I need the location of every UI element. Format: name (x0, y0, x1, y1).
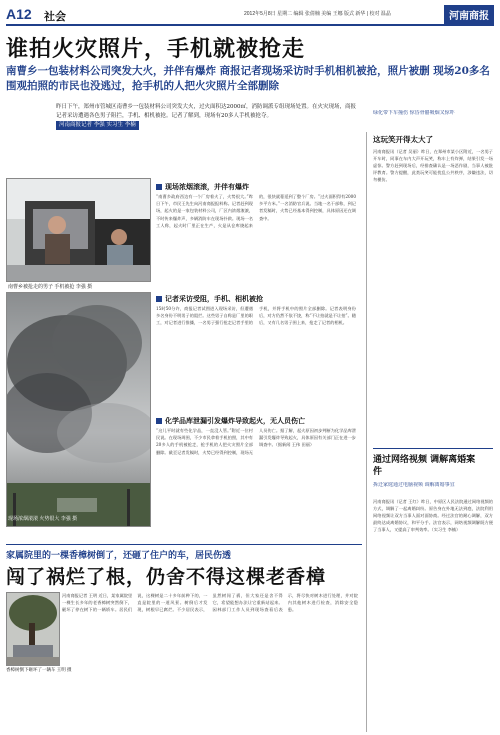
sidebar-story2-sub: 拆迁家庭通过电脑视频 调解离婚事宜 (373, 482, 455, 488)
section1-text: “南曹乡政府西边有一个厂房着火了，火势很大。”昨日下午，市民王先生向河南商报报料称。记者赶到现场，起火的是一家包装材料公司，厂区内浓烟滚滚，不时传来爆炸声，多辆消防车在现场扑救。现场一名工人称，起火时厂里正在生产，火是从仓库烧起来的，很快就蔓延到了整个厂房。“过火面积得有2000多平方米。”一名消防官兵说。当地一名干部称，到记者发稿时，火势已经基本得到控制，具体原因还在调查中。 (156, 194, 356, 228)
sidebar-teaser: 绿化带下车撞伤 惊昏骨骼吸烟又惊吓 (373, 110, 455, 116)
story3-text: 河南商报记者 王明 近日，某家属院里一棵生长多年的老香樟树突然倒下，砸坏了停在树下的一辆轿车。居民们说，这棵树是二十多年前种下的，一直是院里的一道风景。树倒后才发现，树根早已腐烂。不少居民表示，虽然树闯了祸，但大家还是舍不得它，希望能想办法让它重新站起来。园林部门工作人员到现场查看后表示，将尽快对树木进行处理，并对院内其他树木进行检查，消除安全隐患。 (62, 593, 358, 613)
section3-title (156, 416, 305, 426)
sidebar-story1-title: 这玩笑开得太大了 (373, 135, 433, 144)
sidebar-column (366, 110, 495, 732)
section3-title-text: 化学品库泄漏引发爆炸导致起火，无人员伤亡 (165, 416, 305, 425)
tree-photo (6, 592, 60, 666)
section1-title (156, 182, 249, 192)
car-photo-caption: 南曹乡被抢走的男子 手机被抢 李强 摄 (8, 284, 93, 290)
tree-photo-caption: 香樟树倒下砸坏了一辆车 王明 摄 (6, 667, 72, 672)
sidebar-story2-text: 河南商报讯（记者 王红）昨日，中原区人民法院通过网络视频的方式，调解了一起离婚纠纷。原告身在外地无法到庭，法院利用网络视频让双方当事人面对面协商。经过法官的耐心调解，双方最终达成离婚协议，和平分手。法官表示，网络视频调解既方便了当事人，又提高了审判效率。（实习生 李楠） (373, 499, 493, 532)
byline: 河南商报记者 李强 实习生 李楠 (56, 121, 139, 130)
car-photo-image (7, 179, 150, 281)
car-photo (6, 178, 151, 282)
smoke-photo (6, 292, 151, 527)
section-name: 社会 (44, 11, 66, 23)
page-number: A12 (6, 6, 32, 22)
sidebar-story1-text: 河南商报讯（记者 吴丽）昨日，在郑州市某小区附近，一名男子开车时，同事在车内大声开玩笑，称车上有炸弹，结果引发一场虚惊。警方赶到现场后，经排查确认是一场恶作剧，当事人被批评教育。警方提醒，此类玩笑可能扰乱公共秩序，涉嫌违法，切勿模仿。 (373, 149, 493, 182)
section1-title-text: 现场浓烟滚滚，并伴有爆炸 (165, 182, 249, 191)
smoke-photo-image (7, 293, 150, 526)
square-bullet-icon (156, 418, 162, 424)
tree-photo-image (7, 593, 59, 665)
sidebar-divider (373, 448, 493, 449)
section2-title (156, 294, 263, 304)
section2-text: 15时50分许，商报记者试图进入现场采访，但遭遇多名身份不明男子的阻拦。这些男子自称是厂里的职工，对记者进行推搡，一名男子强行抢走记者手里的手机，并将手机中的照片全部删除。记者表明身份后，对方仍然不依不饶，称“不让拍就是不让拍”。随后，又有几名男子围上来，抢走了记者的相机。 (156, 306, 356, 326)
header-info: 2012年5月8日 星期二 编辑 张倩楠 美编 王娜 版式 新华 | 校对 温晶 (244, 11, 391, 17)
story3-top-rule (6, 544, 362, 545)
main-headline: 谁拍火灾照片，手机就被抢走 (6, 36, 306, 62)
newspaper-brand: 河南商报 (444, 5, 494, 24)
square-bullet-icon (156, 184, 162, 190)
page-header (6, 4, 494, 26)
section2-title-text: 记者采访受阻，手机、相机被抢 (165, 294, 263, 303)
lead-paragraph (56, 103, 356, 130)
square-bullet-icon (156, 296, 162, 302)
lead-text: 昨日下午，郑州市管城区南曹乡一包装材料公司突发大火，过火面积达2000㎡，消防调派专组现场处置。在火灾现场，商报记者采访遭遇各色男子阻拦，手机、相机被抢。记者了解到，现场有20多人手机被抢夺。 (56, 104, 357, 119)
sidebar-story2-title: 通过网络视频 调解离婚案件 (373, 455, 476, 477)
smoke-photo-caption: 现场浓烟滚滚 火势很大 李强 摄 (8, 516, 78, 522)
story3-headline: 闯了祸烂了根，仍舍不得这棵老香樟 (6, 566, 327, 588)
main-subhead: 南曹乡一包装材料公司突发大火，并伴有爆炸 商报记者现场采访时手机相机被抢，照片被删 现场20多名围观拍照的市民也没逃过，抢手机的人把火灾照片全部删除 (6, 65, 490, 92)
section3-text: “这儿平时就有些化学品，一直没人管。”附近一位村民说。在现场周围，不少市民拿着手机拍照，其中有20多人的手机被抢走，抢手机的人把火灾照片全部删除。截至记者发稿时，火势已经得到控制，现场无人员伤亡。据了解，起火原因初步判断为化学品库泄漏引发爆炸导致起火，具体原因有关部门正在进一步调查中。（据新闻 王伟 田丽） (156, 428, 356, 455)
story3-kicker: 家属院里的一棵香樟树倒了，还砸了住户的车，居民伤透 (6, 551, 232, 561)
